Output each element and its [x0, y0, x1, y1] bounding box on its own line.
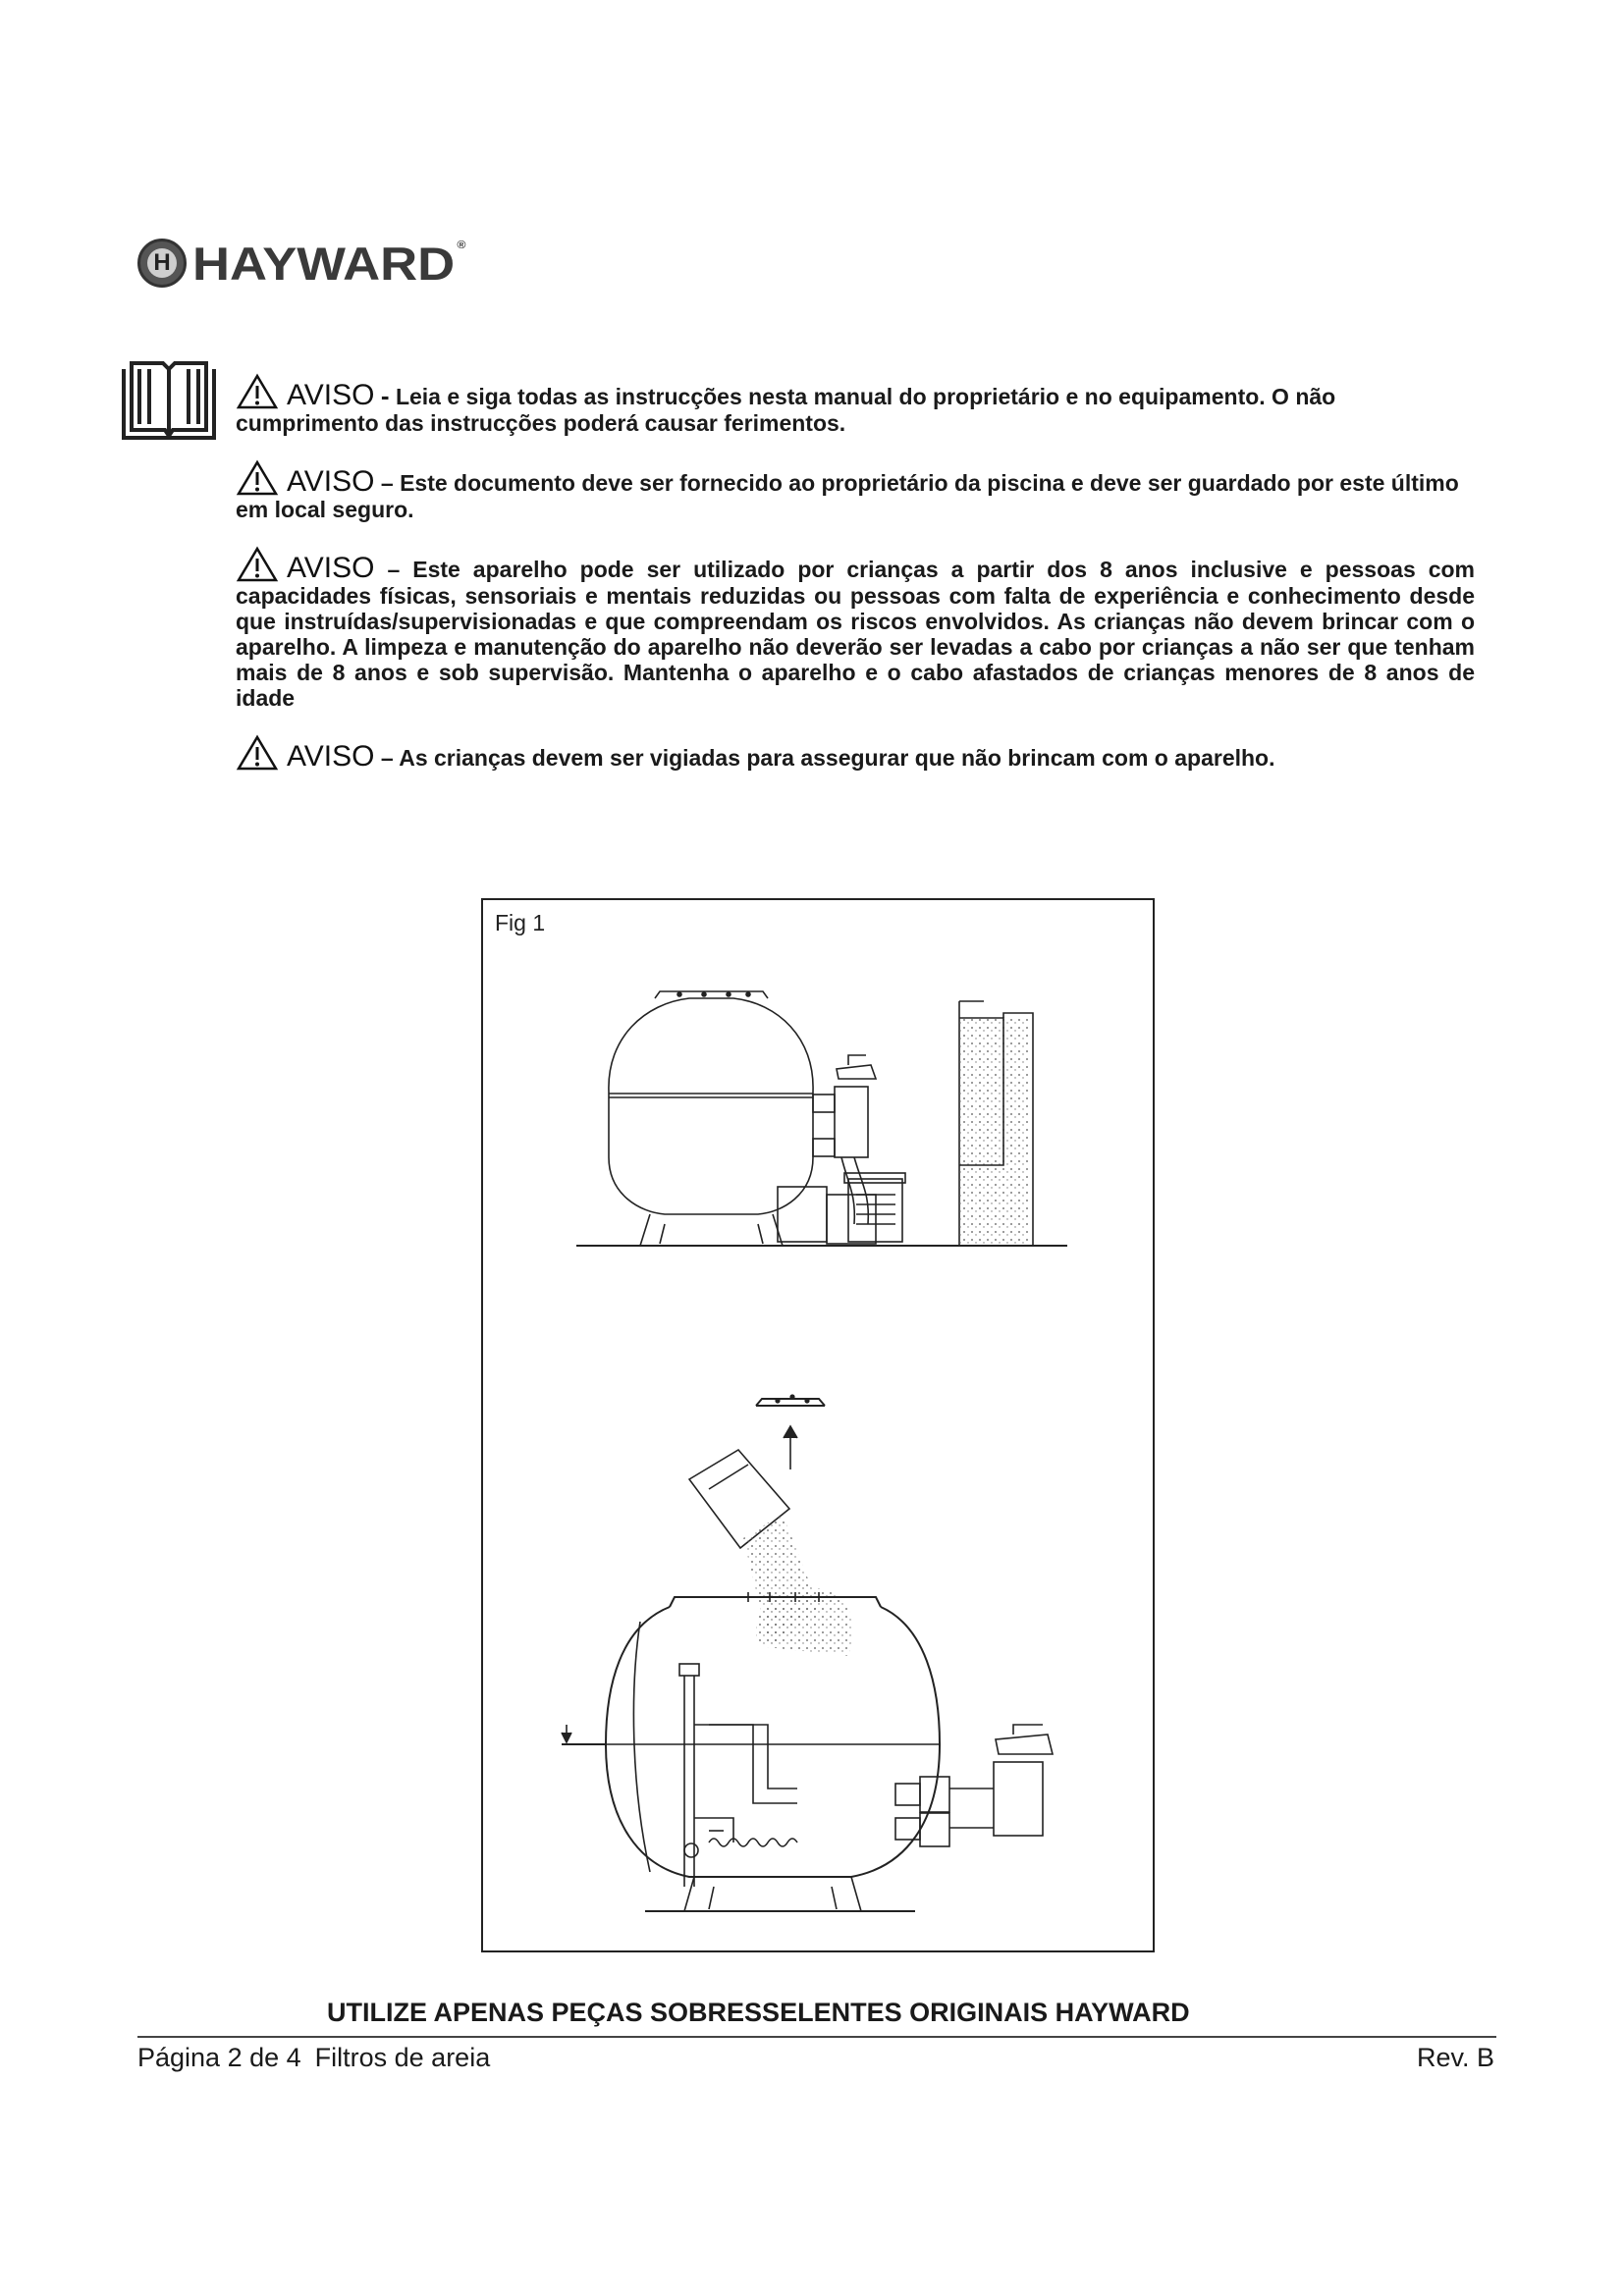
hayward-logo	[137, 237, 466, 290]
warning-separator: –	[380, 470, 394, 496]
spare-parts-notice: UTILIZE APENAS PEÇAS SOBRESSELENTES ORIGINAIS HAYWARD	[327, 1998, 1190, 2027]
warning-separator: -	[380, 381, 390, 410]
warning-text: As crianças devem ser vigiadas para assegurar que não brincam com o aparelho.	[399, 745, 1275, 771]
warning-label: AVISO	[287, 465, 375, 498]
product-name: Filtros de areia	[314, 2043, 491, 2072]
warning-triangle-icon	[236, 459, 279, 497]
warning-3	[236, 546, 1475, 711]
warning-separator: –	[387, 557, 401, 582]
warning-triangle-icon	[236, 373, 279, 410]
warning-label: AVISO	[287, 379, 375, 411]
brand-name: HAYWARD ®	[192, 237, 466, 290]
warning-separator: –	[380, 745, 394, 771]
page-number: Página 2 de 4	[137, 2043, 301, 2072]
warning-label: AVISO	[287, 740, 375, 773]
warning-triangle-icon	[236, 734, 279, 772]
footer-divider	[137, 2036, 1496, 2038]
book-icon	[118, 355, 220, 444]
page-footer	[137, 2043, 490, 2073]
warning-text: Este documento deve ser fornecido ao proprietário da piscina e deve ser guardado por este último em local seguro.	[236, 470, 1459, 522]
figure-1	[481, 898, 1155, 1952]
warning-4	[236, 734, 1475, 772]
sand-loading-drawing	[562, 1395, 1053, 1911]
warning-text: Leia e siga todas as instrucções nesta manual do proprietário e no equipamento. O não cumprimento das instrucções poderá causar ferimentos.	[236, 384, 1336, 436]
warning-1	[236, 373, 1475, 436]
figure-label: Fig 1	[495, 910, 546, 935]
warning-triangle-icon	[236, 546, 279, 583]
sand-filter-diagram	[483, 900, 1153, 1950]
warning-text: Este aparelho pode ser utilizado por crianças a partir dos 8 anos inclusive e pessoas com capacidades físicas, sensoriais e mentais reduzidas ou pessoas com falta de experiência e conhecimento desde que instruídas/supervisionadas e que compreendam os riscos envolvidos. As crianças não devem brincar com o aparelho. A limpeza e manutenção do aparelho não deverão ser levadas a cabo por crianças a não ser que tenham mais de 8 anos e sob supervisão. Mantenha o aparelho e o cabo afastados de crianças menores de 8 anos de idade	[236, 557, 1476, 711]
warning-label: AVISO	[287, 552, 375, 584]
warning-2	[236, 459, 1475, 522]
revision-label: Rev. B	[1416, 2043, 1494, 2072]
hayward-logo-icon: H	[137, 239, 187, 288]
installed-filter-drawing	[576, 991, 1067, 1246]
